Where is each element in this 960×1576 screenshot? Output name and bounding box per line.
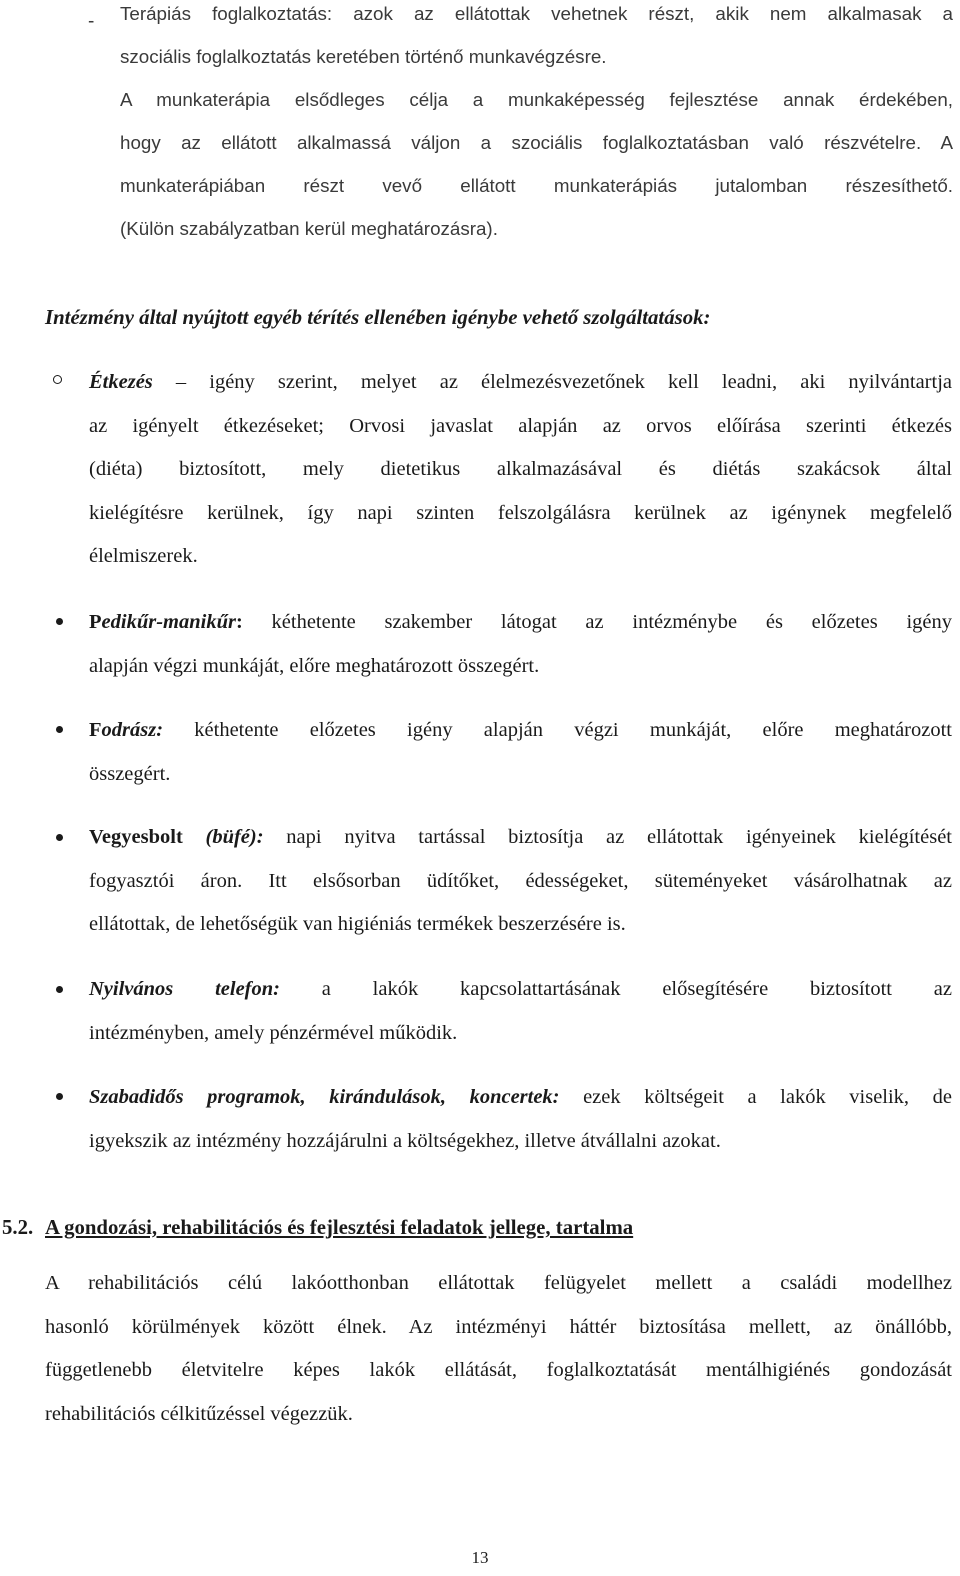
text-line: fogyasztói áron. Itt elsősorban üdítőket, édességeket, süteményeket vásárolhatnak az xyxy=(89,869,952,892)
text-line: kéthetente előzetes igény alapján végzi munkáját, előre meghatározott xyxy=(163,719,952,741)
text-line: A munkaterápia elsődleges célja a munkaképesség fejlesztése annak érdekében, xyxy=(120,89,953,110)
service-term-initial: P xyxy=(89,611,102,633)
text-line: (diéta) biztosított, mely dietetikus alkalmazásával és diétás szakácsok által xyxy=(89,458,952,481)
service-item-szabadido xyxy=(89,1076,952,1163)
text-line: – igény szerint, melyet az élelmezésvezetőnek kell leadni, aki nyilvántartja xyxy=(152,371,952,393)
text-line: A rehabilitációs célú lakóotthonban ellátottak felügyelet mellett a családi modellhez xyxy=(45,1272,952,1294)
text-line: a lakók kapcsolattartásának elősegítésére biztosított az xyxy=(279,978,952,1000)
bullet-icon xyxy=(56,834,63,841)
text-line: Terápiás foglalkoztatás: azok az ellátottak vehetnek részt, akik nem alkalmasak a xyxy=(120,3,953,24)
text-line: napi nyitva tartással biztosítja az ellátottak igényeinek kielégítését xyxy=(263,826,952,848)
text-line: (Külön szabályzatban kerül meghatározásra). xyxy=(120,218,498,239)
text-line: kielégítésre kerülnek, így napi szinten felszolgálásra kerülnek az igénynek megfelelő xyxy=(89,501,952,524)
page-number: 13 xyxy=(471,1548,489,1567)
service-term: Szabadidős programok, kirándulások, koncertek: xyxy=(89,1086,560,1108)
text-line: ezek költségeit a lakók viselik, de xyxy=(559,1086,952,1108)
text-line: élelmiszerek. xyxy=(89,545,198,568)
service-term: Nyilvános telefon: xyxy=(89,978,280,1000)
section-paragraph xyxy=(45,1262,952,1436)
service-item-etkezes xyxy=(89,361,952,579)
therapy-paragraph xyxy=(120,0,953,250)
service-term: odrász xyxy=(101,719,157,741)
service-item-vegyesbolt xyxy=(89,816,952,947)
text-line: hogy az ellátott alkalmassá váljon a szociális foglalkoztatásban való részvételre. A xyxy=(120,132,953,153)
service-term: edikűr-manikűr xyxy=(101,611,236,633)
text-line: szociális foglalkoztatás keretében történő munkavégzésre. xyxy=(120,46,607,67)
service-item-pedikur xyxy=(89,601,952,688)
text-line: az igényelt étkezéseket; Orvosi javaslat alapján az orvos előírása szerinti étkezés xyxy=(89,414,952,437)
bullet-hollow-icon xyxy=(53,375,62,384)
service-term-initial: F xyxy=(89,719,102,741)
text-line: intézményben, amely pénzérmével működik. xyxy=(89,1021,458,1044)
service-term-extra: (büfé): xyxy=(182,826,264,848)
service-term: Vegyesbolt xyxy=(89,826,183,848)
section-number: 5.2. xyxy=(2,1216,34,1239)
section-title: A gondozási, rehabilitációs és fejlesztési feladatok jellege, tartalma xyxy=(45,1216,634,1239)
service-item-fodrasz xyxy=(89,709,952,796)
list-dash: - xyxy=(88,11,95,32)
text-line: függetlenebb életvitelre képes lakók ellátását, foglalkoztatását mentálhigiénés gondozását xyxy=(45,1359,952,1382)
text-line: munkaterápiában részt vevő ellátott munkaterápiás jutalomban részesíthető. xyxy=(120,175,953,196)
text-line: összegért. xyxy=(89,762,171,785)
service-item-telefon xyxy=(89,968,952,1055)
bullet-icon xyxy=(56,618,63,625)
services-heading: Intézmény által nyújtott egyéb térítés ellenében igénybe vehető szolgáltatások: xyxy=(45,306,711,329)
text-line: kéthetente szakember látogat az intézménybe és előzetes igény xyxy=(242,611,952,633)
text-line: hasonló körülmények között élnek. Az intézményi háttér biztosítása mellett, az önállóbb, xyxy=(45,1315,952,1338)
text-line: rehabilitációs célkitűzéssel végezzük. xyxy=(45,1402,353,1425)
bullet-icon xyxy=(56,1093,63,1100)
service-term-colon: : xyxy=(156,719,164,741)
text-line: igyekszik az intézmény hozzájárulni a költségekhez, illetve átvállalni azokat. xyxy=(89,1129,721,1152)
bullet-icon xyxy=(56,986,63,993)
text-line: alapján végzi munkáját, előre meghatározott összegért. xyxy=(89,654,540,677)
service-term: Étkezés xyxy=(89,371,153,393)
bullet-icon xyxy=(56,726,63,733)
text-line: ellátottak, de lehetőségük van higiéniás termékek beszerzésére is. xyxy=(89,913,626,936)
service-term-colon: : xyxy=(235,611,243,633)
